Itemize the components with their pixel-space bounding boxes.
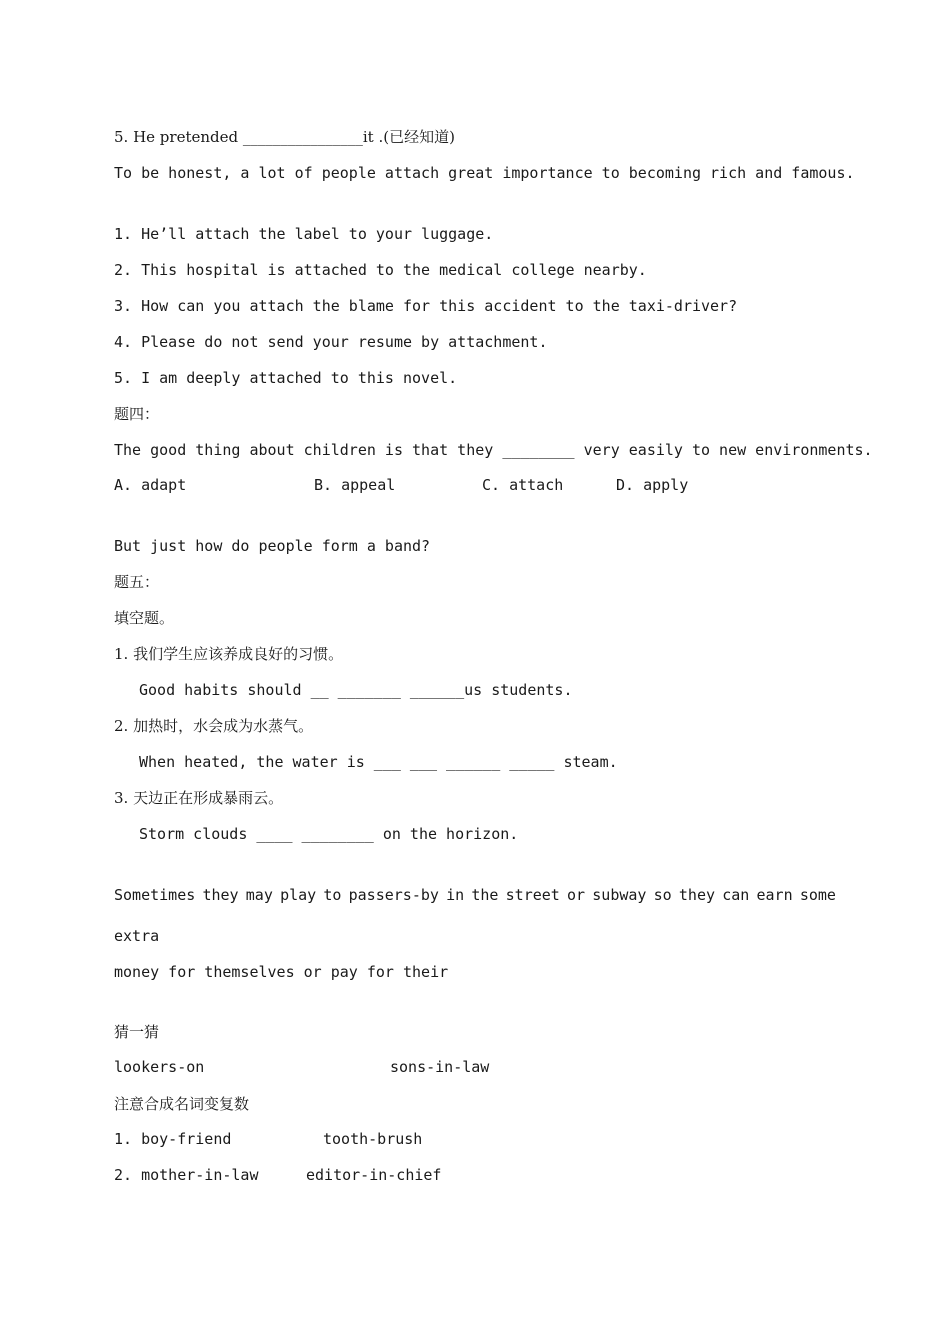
compound-word-sons-in-law: sons-in-law	[390, 1058, 490, 1076]
sentence-sometimes-line-1	[114, 885, 836, 905]
word: some	[799, 886, 836, 904]
section-4-question: The good thing about children is that they ________ very easily to new environments.	[114, 441, 873, 459]
word: passers-by	[348, 886, 439, 904]
option-a: A. adapt	[114, 476, 187, 494]
sentence-sometimes-line-3: money for themselves or pay for their	[114, 963, 449, 981]
guess-title: 猜一猜	[114, 1023, 160, 1041]
word: the	[471, 886, 499, 904]
compound-row-1-right: tooth-brush	[323, 1130, 423, 1148]
attach-example-1: 1. He’ll attach the label to your luggage.	[114, 225, 494, 243]
word: earn	[756, 886, 793, 904]
word: Sometimes	[114, 886, 196, 904]
option-b: B. appeal	[314, 476, 396, 494]
compound-plural-note: 注意合成名词变复数	[114, 1095, 250, 1113]
attach-example-3: 3. How can you attach the blame for this accident to the taxi-driver?	[114, 297, 738, 315]
attach-example-2: 2. This hospital is attached to the medical college nearby.	[114, 261, 647, 279]
word: or	[567, 886, 586, 904]
attach-example-4: 4. Please do not send your resume by attachment.	[114, 333, 548, 351]
fill-item-3-english: Storm clouds ____ ________ on the horizon.	[139, 825, 519, 843]
section-4-title: 题四：	[114, 405, 160, 423]
word: may	[245, 886, 273, 904]
word: subway	[592, 886, 647, 904]
fill-item-2-chinese: 2. 加热时，水会成为水蒸气。	[114, 717, 314, 735]
fill-item-2-english: When heated, the water is ___ ___ ______ _____ steam.	[139, 753, 618, 771]
word: play	[280, 886, 317, 904]
section-5-instruction: 填空题。	[114, 609, 175, 627]
word: in	[446, 886, 465, 904]
sentence-sometimes-line-2: extra	[114, 927, 160, 945]
word: they	[202, 886, 239, 904]
word: street	[505, 886, 560, 904]
compound-word-lookers-on: lookers-on	[114, 1058, 205, 1076]
fill-item-1-english: Good habits should __ _______ ______us students.	[139, 681, 573, 699]
option-c: C. attach	[482, 476, 564, 494]
word: they	[678, 886, 716, 904]
question-5-fill-in: 5. He pretended ________________it .(已经知道)	[114, 128, 455, 146]
compound-row-1-left: 1. boy-friend	[114, 1130, 232, 1148]
fill-item-1-chinese: 1. 我们学生应该养成良好的习惯。	[114, 645, 344, 663]
section-5-title: 题五：	[114, 573, 160, 591]
word: to	[323, 886, 342, 904]
option-d: D. apply	[616, 476, 689, 494]
example-sentence-honest: To be honest, a lot of people attach great importance to becoming rich and famous.	[114, 164, 855, 182]
attach-example-5: 5. I am deeply attached to this novel.	[114, 369, 458, 387]
compound-row-2-right: editor-in-chief	[306, 1166, 442, 1184]
word: can	[722, 886, 750, 904]
sentence-band: But just how do people form a band?	[114, 537, 431, 555]
compound-row-2-left: 2. mother-in-law	[114, 1166, 259, 1184]
fill-item-3-chinese: 3. 天边正在形成暴雨云。	[114, 789, 284, 807]
word: so	[653, 886, 672, 904]
